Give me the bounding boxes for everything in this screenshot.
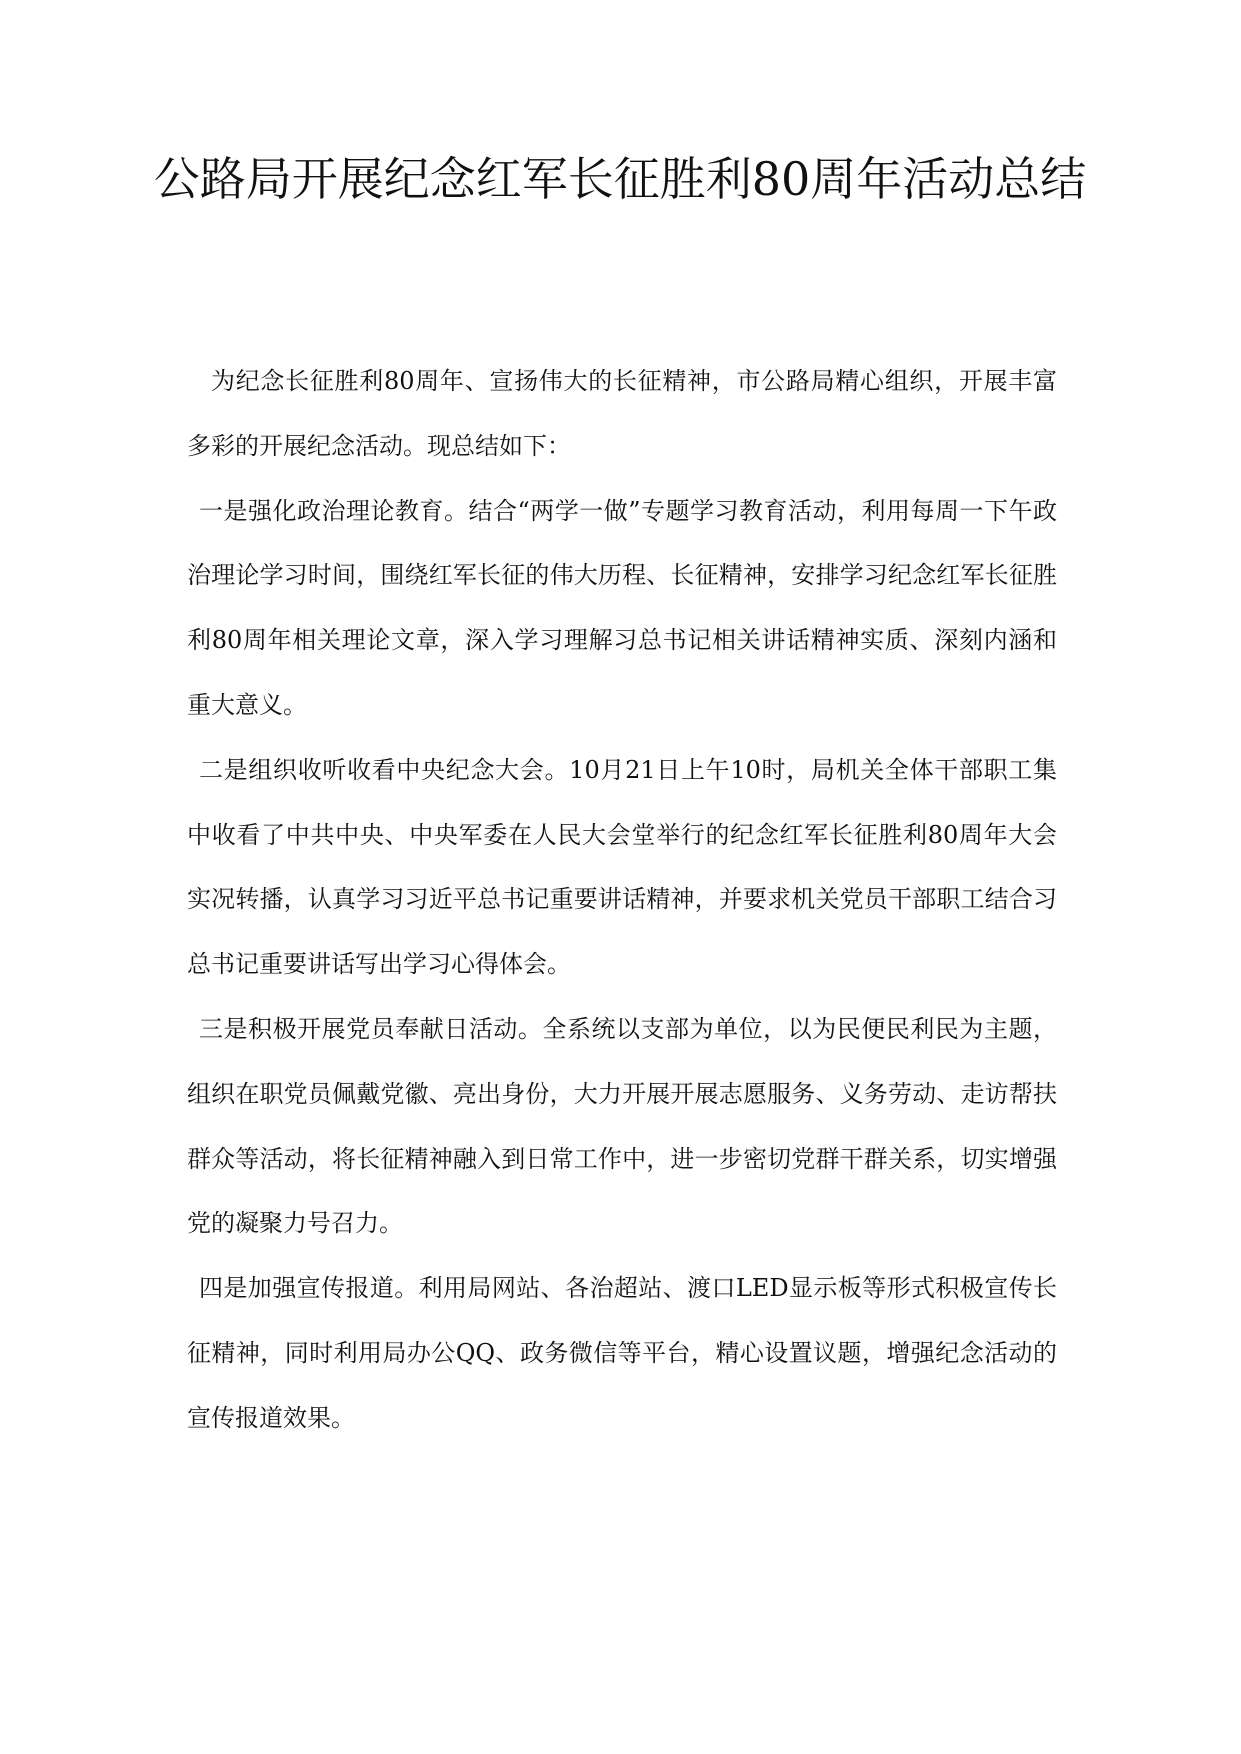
paragraph-central-conference: 二是组织收听收看中央纪念大会。10月21日上午10时，局机关全体干部职工集中收看了中共中央、中央军委在人民大会堂举行的纪念红军长征胜利80周年大会实况转播，认真学习习近平总书记重要讲话精神，并要求机关党员干部职工结合习总书记重要讲话写出学习心得体会。	[187, 755, 1057, 979]
paragraph-party-member-day: 三是积极开展党员奉献日活动。全系统以支部为单位，以为民便民利民为主题，组织在职党员佩戴党徽、亮出身份，大力开展开展志愿服务、义务劳动、走访帮扶群众等活动，将长征精神融入到日常工作中，进一步密切党群干群关系，切实增强党的凝聚力号召力。	[187, 1014, 1057, 1238]
intro-paragraph: 为纪念长征胜利80周年、宣扬伟大的长征精神，市公路局精心组织，开展丰富多彩的开展纪念活动。现总结如下：	[187, 367, 1057, 460]
document-body	[187, 349, 1057, 1451]
document-title: 公路局开展纪念红军长征胜利80周年活动总结	[153, 152, 1087, 206]
paragraph-political-education: 一是强化政治理论教育。结合“两学一做”专题学习教育活动，利用每周一下午政治理论学习时间，围绕红军长征的伟大历程、长征精神，安排学习纪念红军长征胜利80周年相关理论文章，深入学习理解习总书记相关讲话精神实质、深刻内涵和重大意义。	[187, 496, 1057, 719]
paragraph-publicity: 四是加强宣传报道。利用局网站、各治超站、渡口LED显示板等形式积极宣传长征精神，同时利用局办公QQ、政务微信等平台，精心设置议题，增强纪念活动的宣传报道效果。	[187, 1274, 1057, 1432]
